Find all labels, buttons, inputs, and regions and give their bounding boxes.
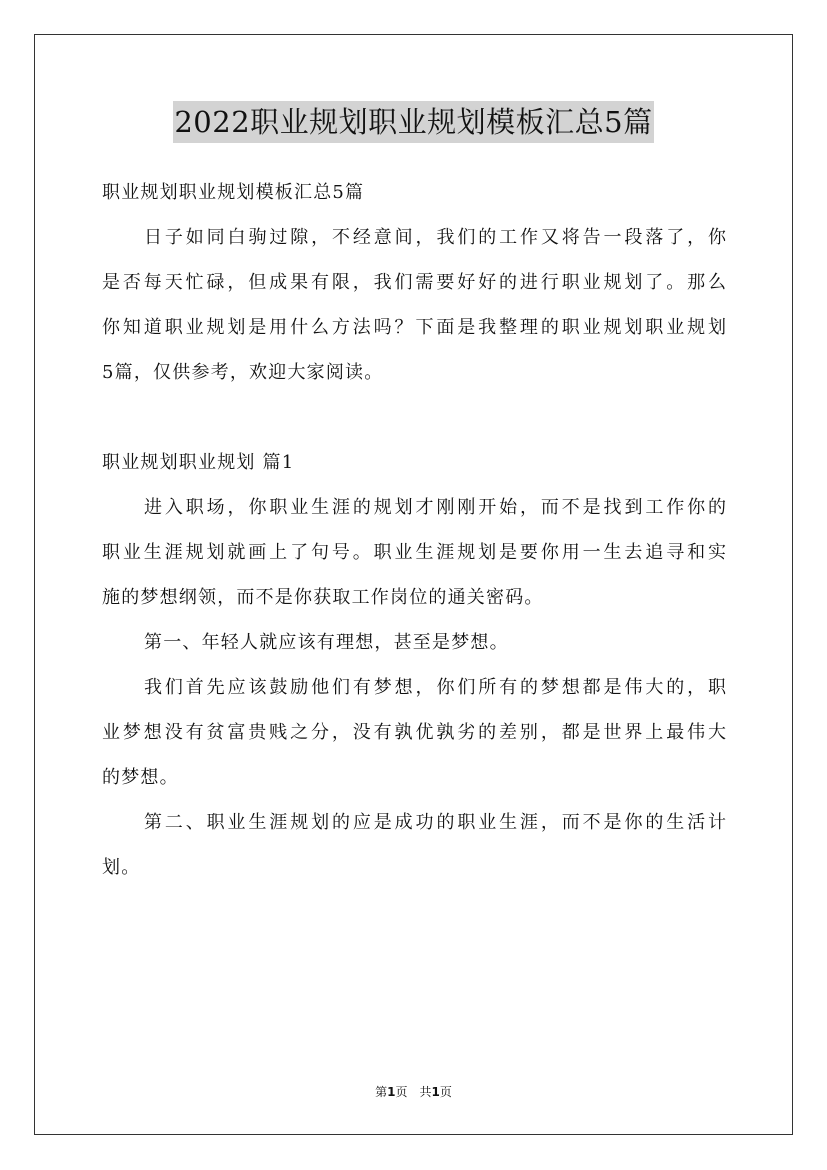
footer-page-suffix: 页 (395, 1085, 408, 1099)
text-line: 业梦想没有贫富贵贱之分，没有孰优孰劣的差别，都是世界上最伟大 (102, 722, 726, 743)
document-body (102, 170, 726, 890)
text-line: 我们首先应该鼓励他们有梦想，你们所有的梦想都是伟大的，职 (144, 677, 726, 698)
text-line: 施的梦想纲领，而不是你获取工作岗位的通关密码。 (102, 587, 544, 608)
text-line: 你知道职业规划是用什么方法吗？下面是我整理的职业规划职业规划 (102, 317, 726, 338)
footer-total-suffix: 页 (439, 1085, 452, 1099)
text-line: 5篇，仅供参考，欢迎大家阅读。 (102, 362, 384, 383)
title-container (0, 101, 827, 143)
text-line: 职业生涯规划就画上了句号。职业生涯规划是要你用一生去追寻和实 (102, 542, 726, 563)
text-line: 第一、年轻人就应该有理想，甚至是梦想。 (144, 632, 509, 653)
footer-total-prefix: 共 (419, 1085, 432, 1099)
blank-line (102, 395, 726, 440)
text-line: 职业规划职业规划 篇1 (102, 452, 295, 473)
footer-total-pages: 1 (431, 1085, 440, 1099)
text-line: 职业规划职业规划模板汇总5篇 (102, 182, 365, 203)
text-line: 划。 (102, 857, 141, 878)
text-line: 进入职场，你职业生涯的规划才刚刚开始，而不是找到工作你的 (144, 497, 726, 518)
footer-page-prefix: 第 (375, 1085, 388, 1099)
document-title: 2022职业规划职业规划模板汇总5篇 (173, 101, 653, 143)
footer-page-number: 1 (387, 1085, 396, 1099)
text-line: 的梦想。 (102, 767, 179, 788)
page-footer (0, 1082, 827, 1102)
text-line: 第二、职业生涯规划的应是成功的职业生涯，而不是你的生活计 (144, 812, 726, 833)
text-line: 是否每天忙碌，但成果有限，我们需要好好的进行职业规划了。那么 (102, 272, 726, 293)
text-line: 日子如同白驹过隙，不经意间，我们的工作又将告一段落了，你 (144, 227, 726, 248)
